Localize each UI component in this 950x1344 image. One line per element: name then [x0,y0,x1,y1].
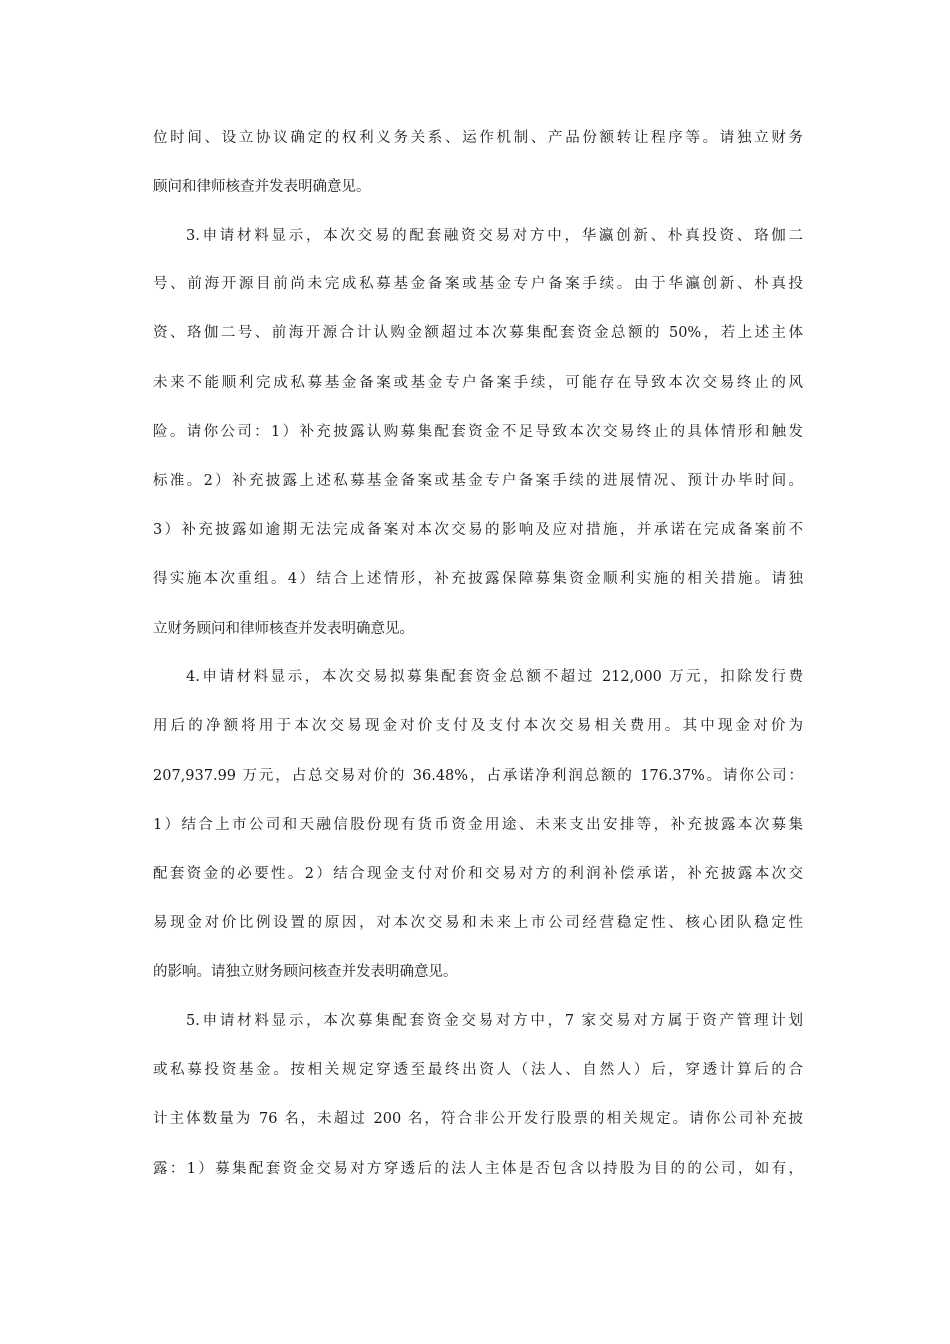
text-line: 207,937.99 万元，占总交易对价的 36.48%，占承诺净利润总额的 176.37%。请你公司： [153,768,803,784]
text-line: 的影响。请独立财务顾问核查并发表明确意见。 [153,964,458,980]
text-line: 号、前海开源目前尚未完成私募基金备案或基金专户备案手续。由于华瀛创新、朴真投 [153,276,803,292]
text-line: 5.申请材料显示，本次募集配套资金交易对方中，7 家交易对方属于资产管理计划 [186,1013,803,1029]
text-line: 位时间、设立协议确定的权利义务关系、运作机制、产品份额转让程序等。请独立财务 [153,130,803,146]
text-line: 计主体数量为 76 名，未超过 200 名，符合非公开发行股票的相关规定。请你公司补充披 [153,1111,803,1127]
text-line: 标准。2）补充披露上述私募基金备案或基金专户备案手续的进展情况、预计办毕时间。 [153,473,803,489]
text-line: 1）结合上市公司和天融信股份现有货币资金用途、未来支出安排等，补充披露本次募集 [153,817,803,833]
text-line: 4.申请材料显示，本次交易拟募集配套资金总额不超过 212,000 万元，扣除发行费 [186,669,803,685]
text-line: 3）补充披露如逾期无法完成备案对本次交易的影响及应对措施，并承诺在完成备案前不 [153,522,803,538]
text-line: 资、珞伽二号、前海开源合计认购金额超过本次募集配套资金总额的 50%，若上述主体 [153,325,803,341]
text-line: 易现金对价比例设置的原因，对本次交易和未来上市公司经营稳定性、核心团队稳定性 [153,915,803,931]
text-line: 得实施本次重组。4）结合上述情形，补充披露保障募集资金顺利实施的相关措施。请独 [153,571,803,587]
text-line: 险。请你公司：1）补充披露认购募集配套资金不足导致本次交易终止的具体情形和触发 [153,424,803,440]
text-line: 配套资金的必要性。2）结合现金支付对价和交易对方的利润补偿承诺，补充披露本次交 [153,866,803,882]
text-line: 露：1）募集配套资金交易对方穿透后的法人主体是否包含以持股为目的的公司，如有， [153,1161,803,1177]
text-line: 顾问和律师核查并发表明确意见。 [153,179,371,195]
text-line: 立财务顾问和律师核查并发表明确意见。 [153,621,414,637]
text-line: 未来不能顺利完成私募基金备案或基金专户备案手续，可能存在导致本次交易终止的风 [153,375,803,391]
text-line: 用后的净额将用于本次交易现金对价支付及支付本次交易相关费用。其中现金对价为 [153,718,803,734]
text-line: 或私募投资基金。按相关规定穿透至最终出资人（法人、自然人）后，穿透计算后的合 [153,1062,803,1078]
text-line: 3.申请材料显示，本次交易的配套融资交易对方中，华瀛创新、朴真投资、珞伽二 [186,228,803,244]
